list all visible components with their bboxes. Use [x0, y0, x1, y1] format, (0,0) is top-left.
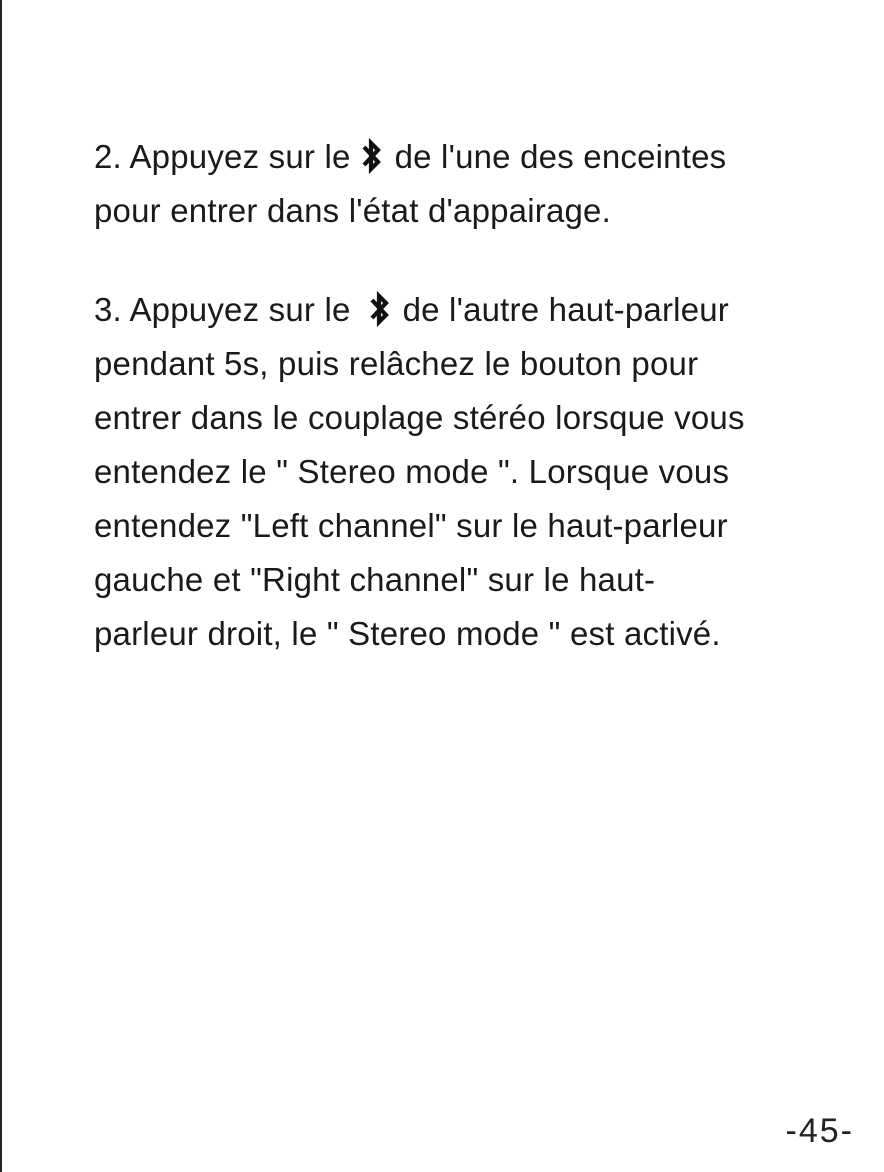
step-3-line-1: 3. Appuyez sur le de l'autre haut-parleur — [94, 291, 729, 328]
step-3-line-5: entendez "Left channel" sur le haut-parleur — [94, 507, 728, 544]
step-3-line-3: entrer dans le couplage stéréo lorsque vous — [94, 399, 745, 436]
step-3-line-6: gauche et "Right channel" sur le haut- — [94, 561, 656, 598]
bluetooth-icon — [357, 137, 385, 175]
step-3-line-2: pendant 5s, puis relâchez le bouton pour — [94, 345, 699, 382]
bluetooth-icon — [365, 290, 393, 328]
step-3-line-4: entendez le " Stereo mode ". Lorsque vous — [94, 453, 730, 490]
step-2-line-2: pour entrer dans l'état d'appairage. — [94, 192, 611, 229]
step-2-paragraph — [94, 130, 814, 238]
page-number: -45- — [785, 1112, 854, 1150]
step-2-line-1: 2. Appuyez sur le de l'une des enceintes — [94, 138, 727, 175]
step-3-line-7: parleur droit, le " Stereo mode " est activé. — [94, 615, 721, 652]
step-3-paragraph — [94, 283, 814, 661]
